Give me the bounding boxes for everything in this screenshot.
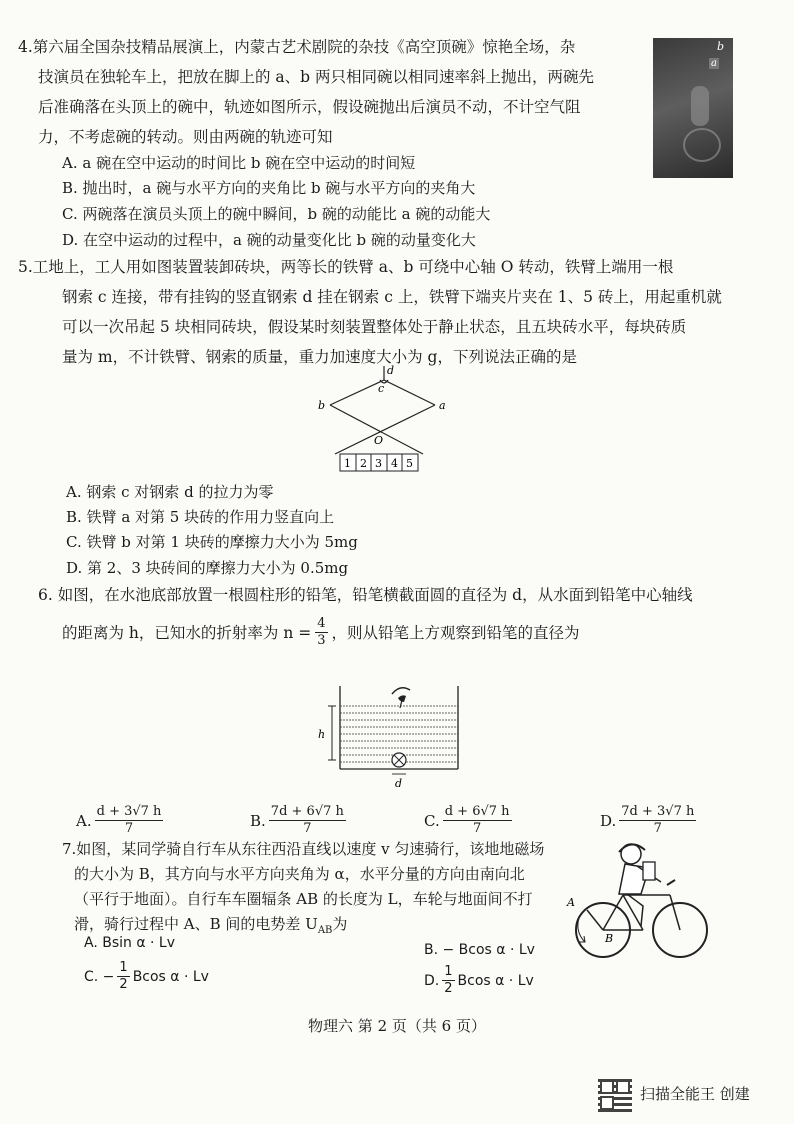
- cyclist-figure: [565, 840, 715, 965]
- q4-line-4: 力，不考虑碗的转动。则由两碗的轨迹可知: [38, 128, 333, 146]
- option-letter: C.: [424, 811, 440, 830]
- photo-label-b: b: [717, 40, 725, 53]
- q5-line-3: 可以一次吊起 5 块相同砖块，假设某时刻装置整体处于静止状态，且五块砖水平，每块砖质: [62, 318, 687, 336]
- q5-option-b: B. 铁臂 a 对第 5 块砖的作用力竖直向上: [66, 508, 335, 526]
- option-letter: B.: [250, 811, 266, 830]
- fraction-denominator: 7: [653, 821, 662, 836]
- eye-icon: [392, 688, 410, 708]
- label-d: d: [395, 777, 403, 790]
- option-fraction: [443, 804, 512, 837]
- label-a: A: [567, 896, 575, 909]
- fraction-denominator: 7: [124, 821, 134, 836]
- option-d-prefix: D.: [424, 972, 440, 989]
- brick-4: 4: [391, 457, 398, 470]
- option-fraction: [619, 804, 696, 837]
- fraction-denominator: 7: [303, 821, 312, 836]
- q4-option-a: A. a 碗在空中运动的时间比 b 碗在空中运动的时间短: [62, 154, 416, 172]
- brick-3: 3: [375, 457, 382, 470]
- label-a: a: [439, 399, 446, 412]
- q6-option-c: [424, 804, 512, 837]
- page-footer: 物理六 第 2 页（共 6 页）: [308, 1017, 486, 1035]
- fraction-numerator: d + 6√7 h: [444, 804, 510, 819]
- q5-option-d: D. 第 2、3 块砖间的摩擦力大小为 0.5mg: [66, 559, 349, 577]
- acrobat-photo: [653, 38, 733, 178]
- q7-subscript: AB: [317, 925, 333, 936]
- brick-clamp-figure: [310, 366, 450, 476]
- refractive-index-fraction: [315, 616, 327, 649]
- q6-option-a: [76, 804, 163, 837]
- scanner-watermark: 扫描全能王 创建: [640, 1085, 750, 1103]
- q4-line-3: 后准确落在头顶上的碗中，轨迹如图所示，假设碗抛出后演员不动，不计空气阻: [38, 98, 581, 116]
- brick-5: 5: [406, 457, 413, 470]
- option-c-prefix: C. −: [84, 968, 115, 985]
- q4-option-d: D. 在空中运动的过程中，a 碗的动量变化比 b 碗的动量变化大: [62, 231, 476, 249]
- q7-line-4-text: 滑，骑行过程中 A、B 间的电势差 U: [74, 915, 318, 933]
- q7-option-c: [84, 960, 209, 993]
- q7-option-d: [424, 964, 534, 997]
- q5-line-4: 量为 m，不计铁臂、钢索的质量，重力加速度大小为 g，下列说法正确的是: [62, 348, 577, 366]
- option-letter: A.: [76, 811, 92, 830]
- label-o: O: [374, 434, 384, 447]
- q5-line-1: 5.工地上，工人用如图装置装卸砖块，两等长的铁臂 a、b 可绕中心轴 O 转动，铁臂上端用一根: [18, 258, 674, 276]
- q4-line-2: 技演员在独轮车上，把放在脚上的 a、b 两只相同碗以相同速率斜上抛出，两碗先: [38, 68, 595, 86]
- fraction-numerator: 7d + 6√7 h: [270, 804, 344, 819]
- q6-option-b: [250, 804, 346, 837]
- option-fraction: [95, 804, 164, 837]
- q5-line-2: 钢索 c 连接，带有挂钩的竖直钢索 d 挂在钢索 c 上，铁臂下端夹片夹在 1、5 砖上，用起重机就: [62, 288, 722, 306]
- option-c-suffix: Bcos α · Lv: [132, 968, 209, 985]
- q6-line-2: [62, 616, 580, 649]
- pencil-pool-figure: [308, 656, 458, 796]
- q6-line-2-post: ，则从铅笔上方观察到铅笔的直径为: [331, 623, 580, 642]
- q7-line-2: 的大小为 B，其方向与水平方向夹角为 α，水平分量的方向由南向北: [74, 865, 525, 883]
- label-h: h: [318, 728, 326, 741]
- half-fraction: [117, 960, 129, 993]
- fraction-numerator: 1: [444, 964, 453, 979]
- brick-1: 1: [344, 457, 351, 470]
- label-c: c: [378, 382, 385, 395]
- q7-option-a: A. Bsin α · Lv: [84, 935, 176, 951]
- q7-line-3: （平行于地面）。自行车车圈辐条 AB 的长度为 L，车轮与地面间不打: [74, 890, 533, 908]
- label-b: B: [605, 932, 614, 945]
- q6-option-d: [600, 804, 696, 837]
- n-denominator: 3: [317, 633, 326, 648]
- q4-option-c: C. 两碗落在演员头顶上的碗中瞬间，b 碗的动能比 a 碗的动能大: [62, 205, 491, 223]
- fraction-numerator: d + 3√7 h: [96, 804, 162, 819]
- photo-label-a: a: [711, 58, 717, 69]
- fraction-denominator: 2: [119, 977, 128, 992]
- q4-line-1: 4.第六届全国杂技精品展演上，内蒙古艺术剧院的杂技《高空顶碗》惊艳全场，杂: [18, 38, 576, 56]
- q5-option-c: C. 铁臂 b 对第 1 块砖的摩擦力大小为 5mg: [66, 533, 358, 551]
- qr-code-icon: [598, 1078, 632, 1112]
- half-fraction: [442, 964, 454, 997]
- fraction-denominator: 2: [444, 981, 453, 996]
- label-b: b: [318, 399, 326, 412]
- fraction-numerator: 7d + 3√7 h: [621, 804, 695, 819]
- q6-line-1: 6. 如图，在水池底部放置一根圆柱形的铅笔，铅笔横截面圆的直径为 d，从水面到铅笔中心轴线: [38, 586, 693, 604]
- fraction-denominator: 7: [472, 821, 482, 836]
- q5-option-a: A. 钢索 c 对钢索 d 的拉力为零: [66, 483, 274, 501]
- n-numerator: 4: [317, 616, 326, 631]
- q7-option-b: B. − Bcos α · Lv: [424, 942, 535, 958]
- q7-line-1: 7.如图，某同学骑自行车从东往西沿直线以速度 v 匀速骑行，该地地磁场: [62, 840, 545, 858]
- q7-line-4-end: 为: [332, 915, 348, 933]
- label-d: d: [387, 364, 395, 377]
- fraction-numerator: 1: [119, 960, 128, 975]
- option-fraction: [269, 804, 346, 837]
- option-letter: D.: [600, 811, 617, 830]
- q6-line-2-pre: 的距离为 h，已知水的折射率为 n =: [62, 623, 312, 642]
- option-d-suffix: Bcos α · Lv: [457, 972, 534, 989]
- brick-2: 2: [360, 457, 367, 470]
- q4-option-b: B. 抛出时，a 碗与水平方向的夹角比 b 碗与水平方向的夹角大: [62, 179, 476, 197]
